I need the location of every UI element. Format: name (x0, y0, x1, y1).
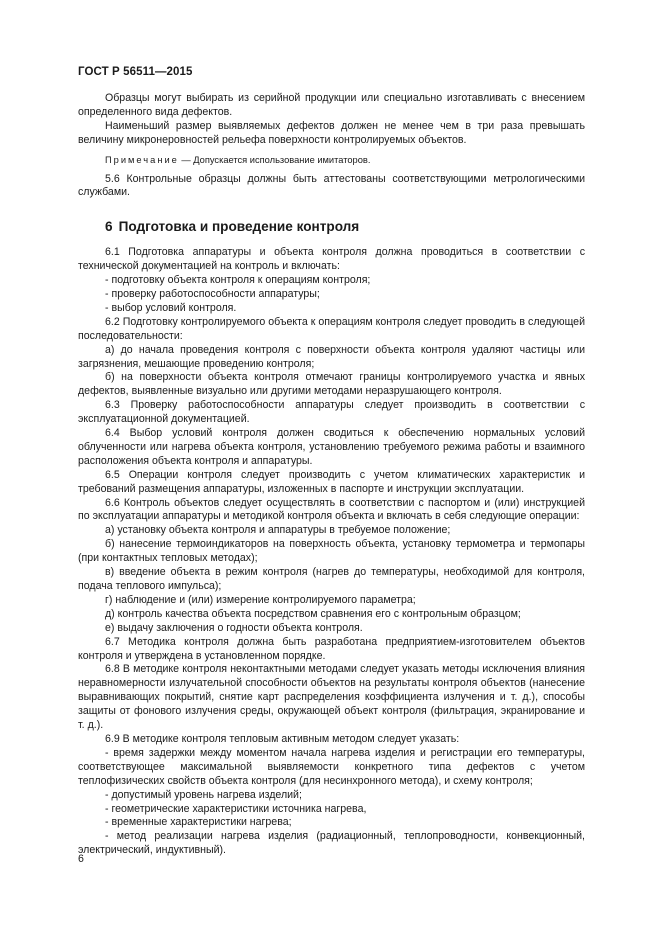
paragraph: 6.9 В методике контроля тепловым активным методом следует указать: (105, 732, 460, 745)
section-heading (78, 220, 585, 234)
paragraph: 6.3 Проверку работоспособности аппаратуры следует производить в соответствии с эксплуатационной документацией. (78, 399, 585, 426)
paragraph: - проверку работоспособности аппаратуры; (105, 287, 320, 300)
paragraph: г) наблюдение и (или) измерение контролируемого параметра; (105, 593, 416, 606)
paragraph: б) нанесение термоиндикаторов на поверхность объекта, установку термометра и термопары (при контактных тепловых методах); (78, 538, 585, 565)
paragraph-5-6: 5.6 Контрольные образцы должны быть аттестованы соответствующими метрологическими службами. (78, 172, 585, 199)
paragraph: - допустимый уровень нагрева изделий; (105, 788, 302, 801)
paragraph: - временные характеристики нагрева; (105, 816, 292, 829)
paragraph: Образцы могут выбирать из серийной продукции или специально изготавливать с внесением определенного вида дефектов. (78, 92, 585, 118)
document-header: ГОСТ Р 56511—2015 (78, 66, 193, 78)
paragraph: 6.7 Методика контроля должна быть разработана предприятием-изготовителем объектов контроля и утверждена в установленном порядке. (78, 635, 585, 662)
paragraph: 6.2 Подготовку контролируемого объекта к операциям контроля следует проводить в следующей последовательности: (78, 315, 585, 342)
paragraph: 6.5 Операции контроля следует производить с учетом климатических характеристик и требований размещения аппаратуры, изложенных в паспорте и инструкции эксплуатации. (78, 468, 585, 495)
paragraph: а) установку объекта контроля и аппаратуры в требуемое положение; (105, 524, 451, 537)
page-number: 6 (78, 853, 84, 865)
paragraph: 6.6 Контроль объектов следует осуществлять в соответствии с паспортом и (или) инструкцией по эксплуатации аппаратуры и методикой контроля объекта и включать в себя следующие операции: (78, 496, 585, 523)
paragraph: - выбор условий контроля. (105, 301, 237, 314)
note-label: Примечание (105, 154, 179, 165)
paragraph: 6.1 Подготовка аппаратуры и объекта контроля должна проводиться в соответствии с технической документацией на контроль и включать: (78, 246, 585, 273)
paragraph: - время задержки между моментом начала нагрева изделия и регистрации его температуры, соответствующее максимальной выявляемости конкретного типа дефектов с учетом теплофизических свойств объекта контроля (для несинхронного метода), и схему контроля; (78, 746, 585, 787)
paragraph: а) до начала проведения контроля с поверхности объекта контроля удаляют частицы или загрязнения, мешающие проведению контроля; (78, 343, 585, 370)
section-lines (78, 246, 585, 858)
paragraph: б) на поверхности объекта контроля отмечают границы контролируемого участка и явных дефектов, выявленные визуально или другими методами неразрушающего контроля. (78, 371, 585, 398)
paragraph: - подготовку объекта контроля к операциям контроля; (105, 274, 371, 287)
note-text: — Допускается использование имитаторов. (178, 154, 371, 165)
paragraph: д) контроль качества объекта посредством сравнения его с контрольным образцом; (105, 607, 521, 620)
paragraph: - метод реализации нагрева изделия (радиационный, теплопроводности, конвекционный, электрический, индуктивный). (78, 830, 585, 857)
paragraph: - геометрические характеристики источника нагрева, (105, 802, 367, 815)
paragraph: 6.8 В методике контроля неконтактными методами следует указать методы исключения влияния неравномерности излучательной способности объектов на результаты контроля объектов (нанесение выравнивающих покрытий, снятие карт распределения коэффициента излучения и т. д.), способы защиты от фонового излучения среды, окружающей объект контроля (фильтрация, экранирование и т. д.). (78, 663, 585, 732)
section-number: 6 (105, 219, 113, 235)
paragraph: в) введение объекта в режим контроля (нагрев до температуры, необходимой для контроля, подача теплового импульса); (78, 566, 585, 592)
paragraph: Наименьший размер выявляемых дефектов должен не менее чем в три раза превышать величину микронеровностей рельефа поверхности контролируемых объектов. (78, 119, 585, 146)
paragraph: е) выдачу заключения о годности объекта контроля. (105, 621, 363, 634)
section-title: Подготовка и проведение контроля (118, 219, 360, 235)
paragraph: 6.4 Выбор условий контроля должен сводиться к обеспечению нормальных условий облученности или нагрева объекта контроля, установлению требуемого режима работы и взаимного расположения объекта контроля и аппаратуры. (78, 427, 585, 467)
note (78, 154, 585, 168)
document-body (78, 92, 585, 858)
